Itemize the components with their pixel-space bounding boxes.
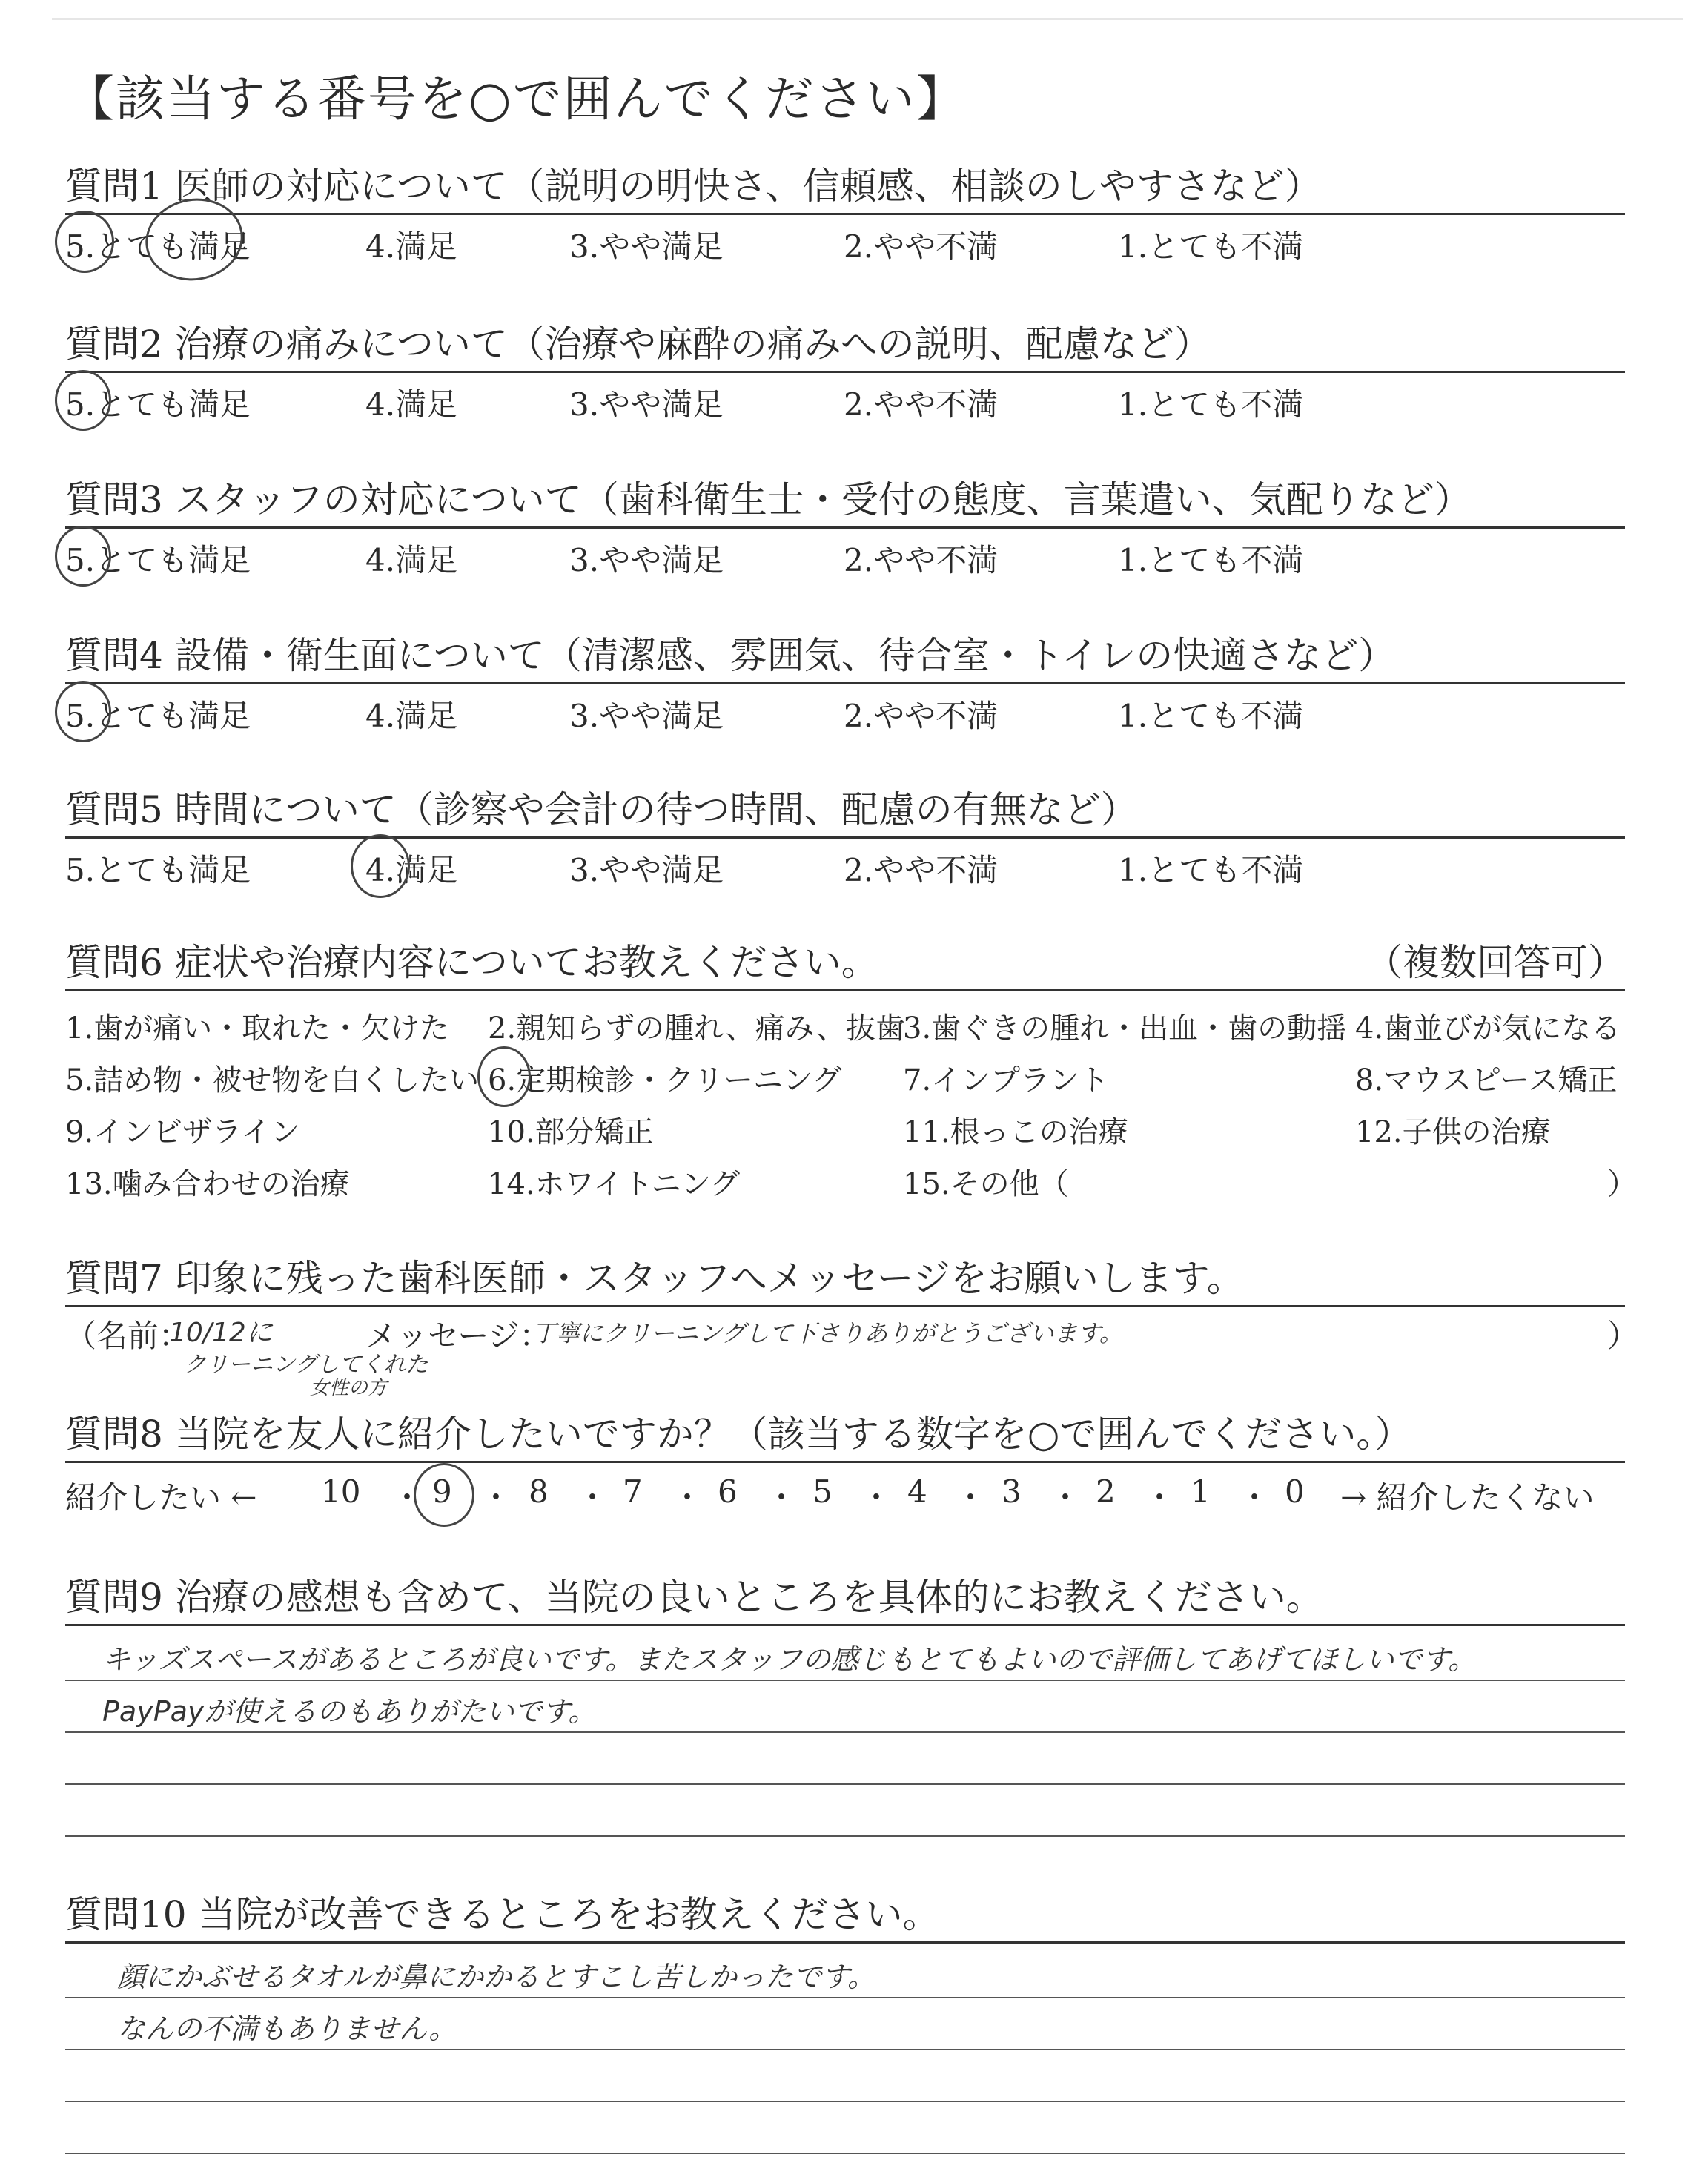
recommend-scale — [65, 1463, 1625, 1522]
question-title — [65, 936, 1625, 989]
option-3[interactable]: 3.やや満足 — [569, 386, 724, 423]
name-label: （名前： — [65, 1318, 191, 1354]
question-5 — [65, 783, 1625, 891]
selection-circle — [351, 834, 410, 898]
option-3[interactable]: 3.やや満足 — [569, 228, 724, 265]
writing-line — [65, 1783, 1625, 1785]
option-10[interactable]: 10.部分矯正 — [488, 1115, 654, 1149]
answer-lines — [65, 1626, 1625, 1901]
question-2 — [65, 317, 1625, 425]
scale-1[interactable]: 1 — [1191, 1473, 1211, 1510]
question-title: 質問2 治療の痛みについて（治療や麻酔の痛みへの説明、配慮など） — [65, 323, 1211, 366]
scale-6[interactable]: 6 — [718, 1473, 738, 1510]
option-2[interactable]: 2.やや不満 — [844, 228, 999, 265]
question-title: 質問10 当院が改善できるところをお教えください。 — [65, 1893, 940, 1936]
dot-separator: ・ — [861, 1479, 893, 1516]
name-value-line3: 女性の方 — [310, 1377, 388, 1399]
question-6 — [65, 936, 1637, 1206]
option-12[interactable]: 12.子供の治療 — [1355, 1115, 1551, 1149]
question-title: 質問4 設備・衛生面について（清潔感、雰囲気、待合室・トイレの快適さなど） — [65, 634, 1396, 677]
question-7 — [65, 1252, 1639, 1399]
scale-9[interactable]: 9 — [432, 1473, 452, 1510]
scale-8[interactable]: 8 — [529, 1473, 549, 1510]
dot-separator: ・ — [391, 1479, 423, 1516]
question-9 — [65, 1571, 1625, 1901]
dot-separator: ・ — [480, 1479, 512, 1516]
question-1 — [65, 159, 1625, 267]
option-1[interactable]: 1.とても不満 — [1118, 698, 1304, 734]
option-5[interactable]: 5.詰め物・被せ物を白くしたい — [65, 1063, 480, 1097]
dot-separator: ・ — [955, 1479, 987, 1516]
option-1[interactable]: 1.とても不満 — [1118, 852, 1304, 888]
options-grid — [65, 991, 1637, 1206]
question-title: 質問8 当院を友人に紹介したいですか？（該当する数字を○で囲んでください。） — [65, 1413, 1412, 1456]
multiple-answer-note: （複数回答可） — [1366, 941, 1625, 984]
options-row — [65, 215, 1625, 267]
option-4[interactable]: 4.歯並びが気になる — [1355, 1011, 1621, 1046]
message-label: メッセージ： — [365, 1318, 551, 1354]
other-close-paren: ） — [1607, 1167, 1637, 1201]
question-title: 質問7 印象に残った歯科医師・スタッフへメッセージをお願いします。 — [65, 1257, 1244, 1300]
question-title: 質問5 時間について（診察や会計の待つ時間、配慮の有無など） — [65, 788, 1138, 831]
question-4 — [65, 629, 1625, 736]
question-3 — [65, 473, 1625, 581]
writing-line — [65, 1997, 1625, 1998]
option-2[interactable]: 2.やや不満 — [844, 542, 999, 578]
answer-lines — [65, 1944, 1625, 2166]
writing-line — [65, 1835, 1625, 1837]
dot-separator: ・ — [766, 1479, 798, 1516]
answer-text-line1[interactable]: 顔にかぶせるタオルが鼻にかかるとすこし苦しかったです。 — [117, 1961, 875, 1993]
option-1[interactable]: 1.とても不満 — [1118, 386, 1304, 423]
option-1[interactable]: 1.とても不満 — [1118, 542, 1304, 578]
option-2[interactable]: 2.やや不満 — [844, 852, 999, 888]
option-3[interactable]: 3.やや満足 — [569, 852, 724, 888]
option-2[interactable]: 2.親知らずの腫れ、痛み、抜歯 — [488, 1011, 905, 1046]
option-4[interactable]: 4.満足 — [365, 698, 458, 734]
scale-5[interactable]: 5 — [812, 1473, 833, 1510]
writing-line — [65, 2153, 1625, 2154]
scale-left-label: 紹介したい ← — [65, 1479, 257, 1516]
selection-circle — [55, 681, 111, 742]
scale-0[interactable]: 0 — [1285, 1473, 1305, 1510]
options-row — [65, 839, 1625, 891]
scale-3[interactable]: 3 — [1002, 1473, 1022, 1510]
option-5[interactable]: 5.とても満足 — [65, 228, 251, 265]
selection-circle — [414, 1463, 474, 1527]
question-10 — [65, 1888, 1625, 2166]
dot-separator: ・ — [1050, 1479, 1082, 1516]
selection-circle — [55, 211, 114, 273]
option-6[interactable]: 6.定期検診・クリーニング — [488, 1063, 842, 1097]
scale-4[interactable]: 4 — [907, 1473, 927, 1510]
scale-right-label: → 紹介したくない — [1340, 1479, 1595, 1516]
scan-edge-line — [52, 18, 1683, 20]
answer-text-line2[interactable]: なんの不満もありません。 — [117, 2013, 457, 2045]
name-value-line1[interactable]: 10/12に — [169, 1318, 273, 1348]
option-5[interactable]: 5.とても満足 — [65, 542, 251, 578]
question-8 — [65, 1407, 1625, 1522]
answer-text-line2[interactable]: PayPayが使えるのもありがたいです。 — [102, 1695, 597, 1728]
option-4[interactable]: 4.満足 — [365, 228, 458, 265]
option-2[interactable]: 2.やや不満 — [844, 386, 999, 423]
option-14[interactable]: 14.ホワイトニング — [488, 1167, 741, 1201]
scale-7[interactable]: 7 — [623, 1473, 643, 1510]
writing-line — [65, 2101, 1625, 2102]
options-row — [65, 684, 1625, 736]
scale-10[interactable]: 10 — [321, 1473, 361, 1510]
option-4[interactable]: 4.満足 — [365, 386, 458, 423]
option-5[interactable]: 5.とても満足 — [65, 386, 251, 423]
options-row — [65, 529, 1625, 581]
name-value-line2: クリーニングしてくれた — [184, 1352, 428, 1378]
option-7[interactable]: 7.インプラント — [903, 1063, 1110, 1097]
dot-separator: ・ — [1144, 1479, 1176, 1516]
message-row — [65, 1307, 1639, 1399]
option-1[interactable]: 1.とても不満 — [1118, 228, 1304, 265]
message-value[interactable]: 丁寧にクリーニングして下さりありがとうございます。 — [532, 1319, 1123, 1347]
dot-separator: ・ — [1239, 1479, 1271, 1516]
writing-line — [65, 1680, 1625, 1681]
writing-line — [65, 1731, 1625, 1733]
option-5[interactable]: 5.とても満足 — [65, 852, 251, 888]
question-title: 質問9 治療の感想も含めて、当院の良いところを具体的にお教えください。 — [65, 1576, 1323, 1619]
option-13[interactable]: 13.噛み合わせの治療 — [65, 1167, 350, 1201]
question-title: 質問1 医師の対応について（説明の明快さ、信頼感、相談のしやすさなど） — [65, 165, 1322, 208]
question-title-text: 質問6 症状や治療内容についてお教えください。 — [65, 941, 878, 984]
selection-circle — [55, 526, 111, 587]
option-9[interactable]: 9.インビザライン — [65, 1115, 300, 1149]
option-1[interactable]: 1.歯が痛い・取れた・欠けた — [65, 1011, 450, 1046]
dot-separator: ・ — [577, 1479, 609, 1516]
dot-separator: ・ — [672, 1479, 704, 1516]
writing-line — [65, 2049, 1625, 2050]
close-paren: ） — [1607, 1318, 1639, 1354]
option-3[interactable]: 3.やや満足 — [569, 542, 724, 578]
option-11[interactable]: 11.根っこの治療 — [903, 1115, 1128, 1149]
option-3[interactable]: 3.歯ぐきの腫れ・出血・歯の動揺 — [903, 1011, 1347, 1046]
option-8[interactable]: 8.マウスピース矯正 — [1355, 1063, 1618, 1097]
page-title: 【該当する番号を○で囲んでください】 — [65, 70, 967, 128]
option-3[interactable]: 3.やや満足 — [569, 698, 724, 734]
answer-text-line1[interactable]: キッズスペースがあるところが良いです。またスタッフの感じもとてもよいので評価してあげてほしいです。 — [102, 1643, 1477, 1676]
option-4[interactable]: 4.満足 — [365, 852, 458, 888]
options-row — [65, 373, 1625, 425]
selection-circle — [477, 1046, 531, 1107]
question-title: 質問3 スタッフの対応について（歯科衛生士・受付の態度、言葉遣い、気配りなど） — [65, 478, 1472, 521]
option-15[interactable]: 15.その他（ — [903, 1167, 1069, 1201]
option-5[interactable]: 5.とても満足 — [65, 698, 251, 734]
option-4[interactable]: 4.満足 — [365, 542, 458, 578]
scale-2[interactable]: 2 — [1096, 1473, 1116, 1510]
selection-circle — [55, 370, 111, 431]
option-2[interactable]: 2.やや不満 — [844, 698, 999, 734]
